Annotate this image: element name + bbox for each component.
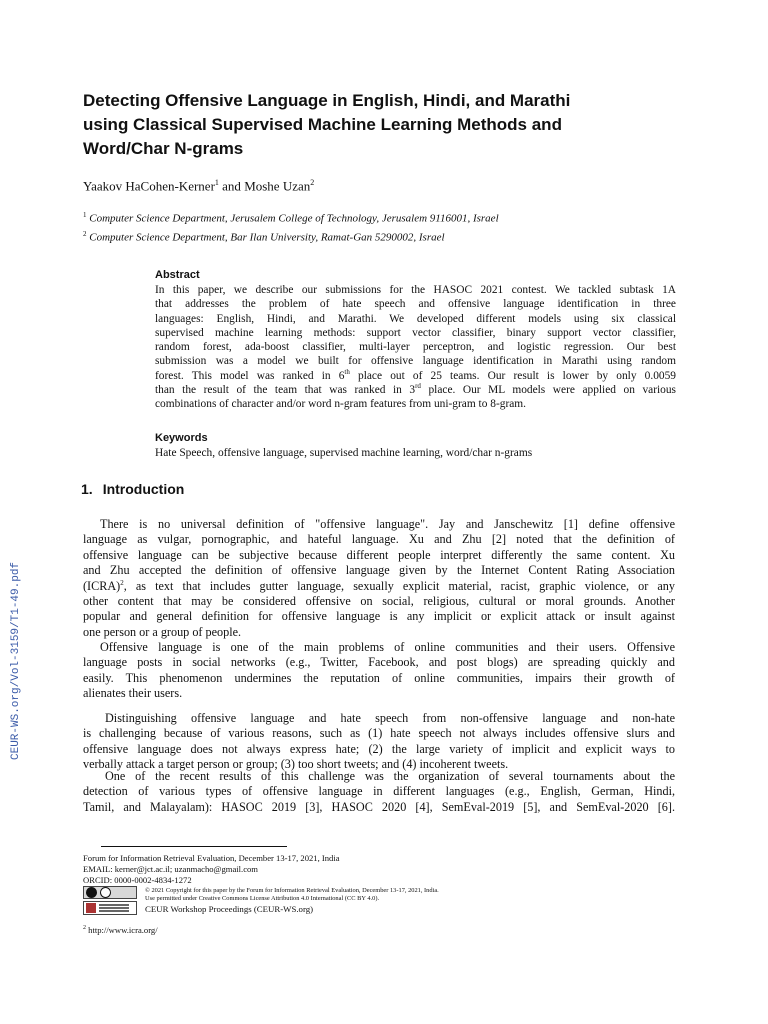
paragraph-text: , as text that includes gutter language, sexually explicit material, racist, graphic violence, or any: [123, 578, 675, 593]
paragraph-line: popular and general definition for offensive language is any implicit or explicit attack or insult against: [83, 609, 675, 624]
by-circle-icon: [100, 887, 111, 898]
ordinal-sup: th: [344, 367, 350, 376]
title-line: Word/Char N-grams: [83, 139, 244, 158]
affiliation-marker: 1: [83, 211, 87, 219]
title-line: using Classical Supervised Machine Learning Methods and: [83, 115, 562, 134]
paragraph-line: offensive language can be subjective because different people interpret differently the same content. Xu: [83, 547, 675, 562]
orcid-line: ORCID: 0000-0002-4834-1272: [83, 875, 192, 885]
abstract-line: supervised machine learning methods: support vector classifier, binary support vector classifier,: [155, 326, 676, 339]
author-connector: and: [218, 178, 245, 194]
section-number: 1.: [81, 481, 93, 497]
author-name: Moshe Uzan: [244, 178, 311, 194]
abstract-line: [155, 383, 676, 397]
section-title: Introduction: [102, 481, 185, 497]
footnote-url[interactable]: http://www.icra.org/: [86, 925, 158, 935]
affiliation: [83, 227, 499, 246]
intro-paragraph-4: [83, 769, 675, 815]
cc-circle-icon: [86, 887, 97, 898]
paragraph-line: alienates their users.: [83, 686, 183, 701]
keywords-heading: Keywords: [155, 432, 208, 444]
ceur-logo-lines: [99, 904, 129, 912]
author-name: Yaakov HaCohen-Kerner: [83, 178, 215, 194]
ceur-workshop-logo-icon: [83, 901, 137, 915]
footnote-divider: [101, 846, 287, 847]
intro-paragraph-3: [83, 711, 675, 773]
paragraph-line: language as vulgar, pornographic, and hateful language. Xu and Zhu [2] noted that the definition of: [83, 532, 675, 547]
first-page-footer: [83, 853, 340, 886]
cc-by-license-icon[interactable]: [83, 886, 137, 899]
paragraph-line: language posts in social networks (e.g., Twitter, Facebook, and post blogs) are spreading quickly and: [83, 655, 675, 670]
license-block: [83, 886, 603, 916]
abstract-text: forest. This model was ranked in 6: [155, 369, 345, 382]
side-url-label[interactable]: CEUR-WS.org/Vol-3159/T1-49.pdf: [10, 561, 22, 760]
paragraph-line: There is no universal definition of "offensive language". Jay and Janschewitz [1] define offensive: [100, 517, 675, 531]
abstract-line: random forest, ada-boost classifier, multi-layer perceptron, and logistic regression. Our best: [155, 341, 676, 354]
footnote-icra: [83, 925, 158, 935]
paragraph-text: (ICRA): [83, 578, 121, 593]
paragraph-line: One of the recent results of this challenge was the organization of several tournaments about the: [105, 769, 675, 783]
ceur-proceedings-label: CEUR Workshop Proceedings (CEUR-WS.org): [145, 904, 314, 914]
author-list: [83, 178, 314, 194]
abstract-block: [155, 268, 676, 412]
paragraph-line: Distinguishing offensive language and hate speech from non-offensive language and non-hate: [105, 711, 675, 725]
footnote-number: 2: [83, 925, 86, 932]
paragraph-line: easily. This phenomenon undermines the reputation of online communities, impairs their growth of: [83, 670, 675, 685]
paragraph-line: other content that may be considered offensive on social, religious, cultural or moral grounds. Another: [83, 594, 675, 609]
section-heading-introduction: [81, 481, 184, 497]
affiliation-marker: 2: [83, 229, 87, 238]
license-usage-line: Use permitted under Creative Commons License Attribution 4.0 International (CC BY 4.0).: [145, 894, 380, 902]
abstract-line: languages: English, Hindi, and Marathi. We developed different models using six classical: [155, 312, 676, 325]
keywords-block: [155, 431, 676, 460]
ceur-mark-icon: [86, 903, 96, 913]
license-text: [145, 887, 439, 902]
paragraph-line: is challenging because of various reasons, such as (1) hate speech not always includes offensive slurs and: [83, 726, 675, 741]
affiliation-text: Computer Science Department, Bar Ilan University, Ramat-Gan 5290002, Israel: [86, 231, 445, 244]
paragraph-line: one person or a group of people.: [83, 624, 242, 639]
abstract-line: combinations of character and/or word n-gram features from uni-gram to 8-gram.: [155, 398, 527, 411]
abstract-line: submission was a model we built for offensive language identification in Marathi using random: [155, 355, 676, 368]
ordinal-sup: rd: [415, 382, 421, 391]
affiliation-text: Computer Science Department, Jerusalem College of Technology, Jerusalem 9116001, Israel: [86, 212, 499, 225]
paper-title: [83, 89, 683, 161]
paragraph-line: offensive language does not always express hate; (2) the large variety of implicit and explicit ways to: [83, 741, 675, 756]
paragraph-line: and Zhu accepted the definition of offensive language given by the Internet Content Rating Association: [83, 563, 675, 578]
abstract-line: [155, 369, 676, 383]
intro-paragraph-1: [83, 517, 675, 640]
email-line[interactable]: EMAIL: kerner@jct.ac.il; uzanmacho@gmail.com: [83, 864, 258, 874]
affiliations: [83, 208, 499, 245]
author-affil-marker: 1: [214, 178, 219, 187]
paragraph-line: Offensive language is one of the main problems of online communities and their users. Offensive: [100, 640, 675, 654]
forum-line: Forum for Information Retrieval Evaluation, December 13-17, 2021, India: [83, 853, 340, 863]
title-line: Detecting Offensive Language in English, Hindi, and Marathi: [83, 91, 571, 110]
author-affil-marker: 2: [310, 178, 315, 187]
intro-paragraph-2: [83, 640, 675, 702]
abstract-line: that addresses the problem of hate speech and offensive language identification in three: [155, 298, 676, 311]
copyright-line: © 2021 Copyright for this paper by the Forum for Information Retrieval Evaluation, December 13-17, 2021, India.: [145, 887, 439, 894]
footnote-marker[interactable]: 2: [120, 578, 124, 587]
abstract-text: place out of 25 teams. Our result is lower by only 0.0059: [349, 369, 676, 382]
abstract-text: place. Our ML models were applied on various: [420, 384, 676, 397]
paragraph-line: Tamil, and Malayalam): HASOC 2019 [3], HASOC 2020 [4], SemEval-2019 [5], and SemEval-2020 [6].: [83, 799, 675, 814]
keywords-text: Hate Speech, offensive language, supervised machine learning, word/char n-grams: [155, 447, 533, 459]
abstract-line: In this paper, we describe our submissions for the HASOC 2021 contest. We tackled subtask 1A: [155, 284, 676, 296]
paragraph-line: detection of various types of offensive language in different languages (e.g., English, German, Hindi,: [83, 784, 675, 799]
abstract-text: than the result of the team that was ranked in 3: [155, 384, 416, 397]
paragraph-line: [83, 579, 675, 594]
affiliation: [83, 208, 499, 227]
abstract-heading: Abstract: [155, 269, 200, 281]
paragraph-line: verbally attack a target person or group; (3) too short tweets; and (4) incoherent tweets.: [83, 757, 509, 772]
